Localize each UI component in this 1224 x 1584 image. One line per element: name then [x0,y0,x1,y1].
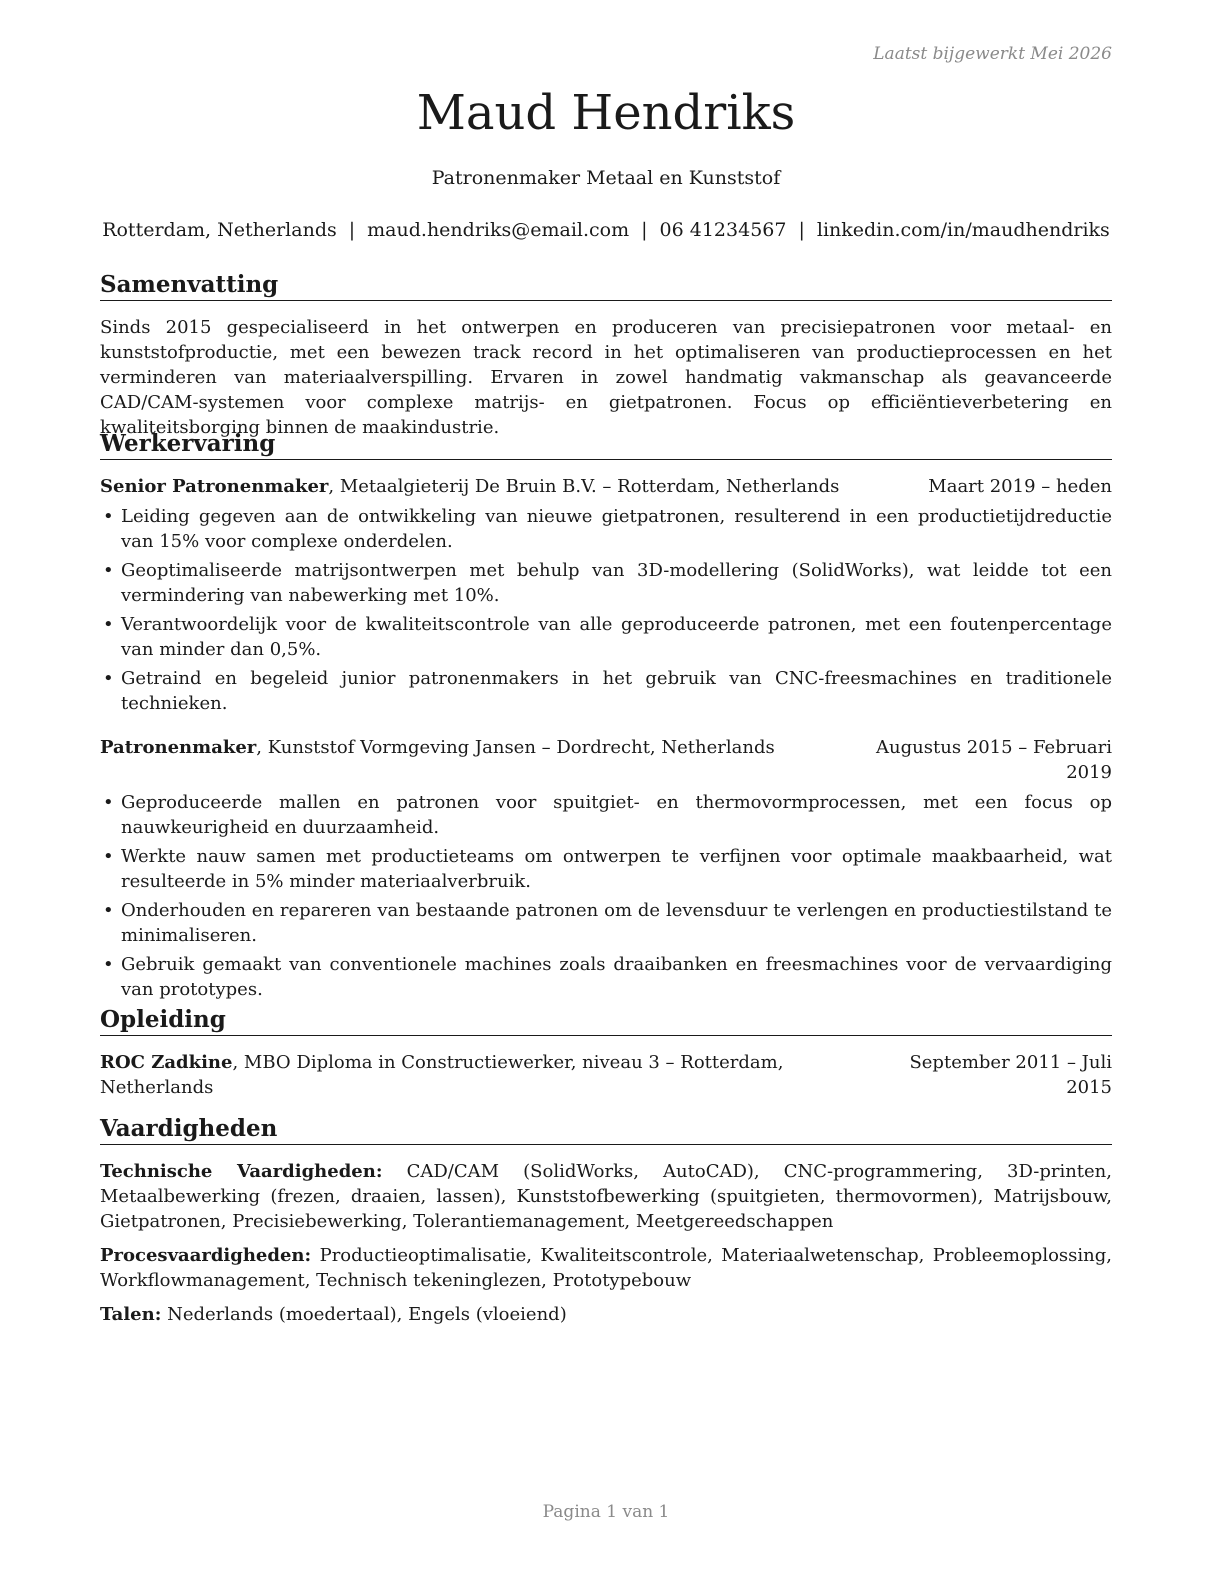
job-dates: Maart 2019 – heden [928,476,1112,497]
bullet-icon: • [103,792,114,813]
job-company: , Metaalgieterij De Bruin B.V. – Rotterdam, Netherlands [328,476,840,497]
resume-page [100,0,1112,1584]
contact-email[interactable]: maud.hendriks@email.com [367,219,630,241]
job-entry [100,474,1112,716]
job-title: Patronenmaker Metaal en Kunststof [431,167,781,189]
job-role-company [100,474,928,499]
contact-separator: | [641,219,648,241]
skill-text: Productieoptimalisatie, Kwaliteitscontrole, Materiaalwetenschap, Probleemoplossing, Workflowmanagement, Technisch tekeninglezen, Prototypebouw [100,1245,1112,1291]
page-number: Pagina 1 van 1 [542,1502,670,1522]
contact-separator: | [798,219,805,241]
job-role-company [100,735,872,760]
list-item [100,790,1112,840]
list-item [100,952,1112,1002]
section-heading: Samenvatting [100,271,1112,301]
summary-section [100,271,1112,440]
bullet-text: Geoptimaliseerde matrijsontwerpen met behulp van 3D-modellering (SolidWorks), wat leidde tot een vermindering van nabewerking met 10%. [121,560,1112,606]
contact-phone: 06 41234567 [659,219,787,241]
list-item [100,666,1112,716]
education-entry [100,1050,1112,1100]
job-role: Senior Patronenmaker [100,476,329,497]
skill-text: CAD/CAM (SolidWorks, AutoCAD), CNC-programmering, 3D-printen, Metaalbewerking (frezen, draaien, lassen), Kunststofbewerking (spuitgieten, thermovormen), Matrijsbouw, Gietpatronen, Precisiebewerking, Tolerantiemanagement, Meetgereedschappen [100,1161,1112,1232]
job-header [100,474,1112,499]
bullet-icon: • [103,954,114,975]
bullet-icon: • [103,900,114,921]
skill-text: Nederlands (moedertaal), Engels (vloeiend) [161,1304,567,1325]
job-header [100,735,1112,785]
bullet-text: Leiding gegeven aan de ontwikkeling van nieuwe gietpatronen, resulterend in een productietijdreductie van 15% voor complexe onderdelen. [121,506,1112,552]
contact-separator: | [348,219,356,241]
bullet-icon: • [103,668,114,689]
skill-label: Talen: [100,1304,162,1325]
skill-group [100,1159,1112,1234]
list-item [100,898,1112,948]
list-item [100,844,1112,894]
list-item [100,558,1112,608]
education-school-detail [100,1050,882,1100]
list-item [100,612,1112,662]
bullet-icon: • [103,614,114,635]
summary-text: Sinds 2015 gespecialiseerd in het ontwerpen en produceren van precisiepatronen voor metaal- en kunststofproductie, met een bewezen track record in het optimaliseren van productieprocessen en het verminderen van materiaalverspilling. Ervaren in zowel handmatig vakmanschap als geavanceerde CAD/CAM-systemen voor complexe matrijs- en gietpatronen. Focus op efficiëntieverbetering en kwaliteitsborging binnen de maakindustrie. [100,317,1112,438]
bullet-text: Verantwoordelijk voor de kwaliteitscontrole van alle geproduceerde patronen, met een foutenpercentage van minder dan 0,5%. [121,614,1112,660]
experience-section [100,430,1112,1006]
bullet-text: Onderhouden en repareren van bestaande patronen om de levensduur te verlengen en productiestilstand te minimaliseren. [121,900,1112,946]
bullet-text: Getraind en begeleid junior patronenmakers in het gebruik van CNC-freesmachines en traditionele technieken. [121,668,1112,714]
skill-label: Procesvaardigheden: [100,1245,312,1266]
job-entry [100,735,1112,1002]
job-dates: Augustus 2015 – Februari 2019 [876,737,1112,783]
contact-location: Rotterdam, Netherlands [102,219,337,241]
skill-group [100,1243,1112,1293]
bullet-text: Geproduceerde mallen en patronen voor spuitgiet- en thermovormprocessen, met een focus op nauwkeurigheid en duurzaamheid. [121,792,1112,838]
job-role: Patronenmaker [100,737,257,758]
last-updated: Laatst bijgewerkt Mei 2026 [873,44,1112,64]
skill-group [100,1302,1112,1327]
bullet-icon: • [103,560,114,581]
contact-line [100,219,1112,241]
education-dates: September 2011 – Juli 2015 [909,1052,1112,1098]
bullet-icon: • [103,506,114,527]
job-bullets [100,790,1112,1002]
skill-label: Technische Vaardigheden: [100,1161,383,1182]
job-company: , Kunststof Vormgeving Jansen – Dordrecht, Netherlands [256,737,775,758]
section-heading: Opleiding [100,1006,1112,1036]
education-detail: , MBO Diploma in Constructiewerker, niveau 3 – Rotterdam, Netherlands [100,1052,784,1098]
skills-section [100,1115,1112,1336]
job-bullets [100,504,1112,716]
list-item [100,504,1112,554]
education-school: ROC Zadkine [100,1052,233,1073]
bullet-text: Gebruik gemaakt van conventionele machines zoals draaibanken en freesmachines voor de vervaardiging van prototypes. [121,954,1112,1000]
bullet-text: Werkte nauw samen met productieteams om ontwerpen te verfijnen voor optimale maakbaarheid, wat resulteerde in 5% minder materiaalverbruik. [121,846,1112,892]
bullet-icon: • [103,846,114,867]
education-section [100,1006,1112,1100]
candidate-name: Maud Hendriks [416,85,796,141]
contact-linkedin[interactable]: linkedin.com/in/maudhendriks [816,219,1110,241]
section-heading: Werkervaring [100,430,1112,460]
skills-list [100,1159,1112,1327]
section-heading: Vaardigheden [100,1115,1112,1145]
